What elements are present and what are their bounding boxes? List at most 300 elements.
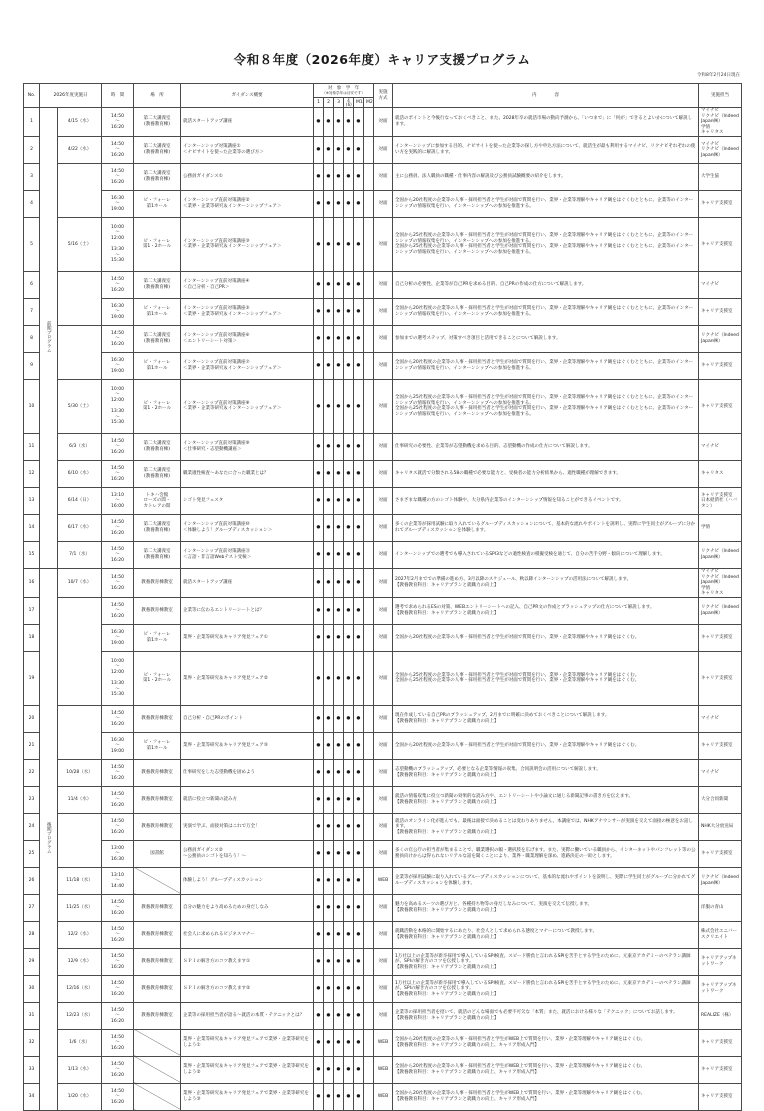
time-cell: 16:30 〜 19:00 — [102, 732, 134, 759]
staff-cell: NHK大分放送局 — [699, 813, 742, 840]
place-cell-empty — [134, 867, 181, 894]
target-mark — [364, 867, 374, 894]
method-cell: 対面 — [374, 136, 393, 163]
target-mark — [364, 514, 374, 541]
header-grade-1: 1 — [314, 98, 324, 108]
method-cell: 対面 — [374, 975, 393, 1002]
time-cell: 14:50 〜 16:20 — [102, 136, 134, 163]
row-number: 6 — [24, 271, 40, 298]
target-mark: ● — [334, 948, 344, 975]
target-mark: ● — [334, 867, 344, 894]
table-row — [24, 108, 742, 137]
target-mark — [364, 1083, 374, 1110]
table-row — [24, 651, 742, 705]
target-mark: ● — [344, 379, 354, 433]
table-row — [24, 352, 742, 379]
row-number: 19 — [24, 651, 40, 705]
row-number: 33 — [24, 1056, 40, 1083]
content-cell: 仕事研究の必要性、企業等が志望動機を求める目的、志望動機の作成の仕方について解説します。 — [393, 433, 699, 460]
guidance-title: 職業適性検査〜あなたに合った職業とは？ — [181, 460, 314, 487]
target-mark: ● — [314, 840, 324, 867]
method-cell: 対面 — [374, 813, 393, 840]
method-cell: 対面 — [374, 433, 393, 460]
target-mark: ● — [344, 867, 354, 894]
target-mark: ● — [334, 921, 344, 948]
target-mark: ● — [324, 705, 334, 732]
target-mark: ● — [344, 541, 354, 568]
content-cell: 2027年2月まででの準備の進め方、3月以降のスケジュール、秋以降インターンシップの活用法について解説します。 【教養教育科目：キャリアプランと就職力の向上】 — [393, 568, 699, 597]
target-mark — [364, 433, 374, 460]
guidance-title: 体験しよう！グループディスカッション — [181, 867, 314, 894]
target-mark: ● — [354, 840, 364, 867]
target-mark: ● — [354, 271, 364, 298]
target-mark: ● — [314, 325, 324, 352]
content-cell: 現在作成している自己PRのブラッシュアップ、2月までに明確に決めておくべきことについて解説します。 【教養教育科目：キャリアプランと就職力の向上】 — [393, 705, 699, 732]
target-mark: ● — [354, 487, 364, 514]
target-mark: ● — [324, 921, 334, 948]
target-mark: ● — [334, 514, 344, 541]
staff-cell: 大分合同新聞 — [699, 786, 742, 813]
table-row — [24, 597, 742, 624]
header-time: 時 間 — [102, 84, 134, 108]
target-mark: ● — [334, 136, 344, 163]
staff-cell: リクナビ（Indeed Japan㈱） — [699, 325, 742, 352]
target-mark: ● — [354, 217, 364, 271]
guidance-title: 業界・企業等研究＆キャリア発見フェアで業界・企業等研究をしよう③ — [181, 1083, 314, 1110]
target-mark: ● — [344, 597, 354, 624]
method-cell: 対面 — [374, 298, 393, 325]
target-mark: ● — [314, 271, 324, 298]
content-cell: さまざまな職種の方のシゴト体験や、大分県内企業等のインターンシップ情報を知ることができるイベントです。 — [393, 487, 699, 514]
content-cell: 企業等が採用試験に取り入れているグループディスカッションについて、基本的な流れやポイントを説明し、実際に学生同士がグループに分かれてグループディスカッションを体験します。 — [393, 867, 699, 894]
content-cell: インターンシップに参加する目的、ナビサイトを使った企業等の探し方や申込方法について、就活生が最も利用するマイナビ、リクナビそれぞれの使い方を実践的に解説します。 — [393, 136, 699, 163]
staff-cell: リクナビ（Indeed Japan㈱） — [699, 867, 742, 894]
method-cell: WEB — [374, 867, 393, 894]
place-cell: ピ・フォーレ 第1ホール — [134, 190, 181, 217]
header-staff: 実施担当 — [699, 84, 742, 108]
target-mark: ● — [324, 624, 334, 651]
place-cell: 教養教育棟教室 — [134, 1002, 181, 1029]
guidance-title: インターンシップ直前対策講座⑤ ＜業界・企業等研究＆インターンシップフェア＞ — [181, 298, 314, 325]
method-cell: 対面 — [374, 786, 393, 813]
header-target-note: （※対象学年は目安です） — [322, 90, 365, 95]
target-mark: ● — [334, 541, 344, 568]
content-cell: 参加までの選考ステップ、対策すべき項目と活用できることについて解説します。 — [393, 325, 699, 352]
date-cell — [58, 325, 102, 379]
method-cell: 対面 — [374, 487, 393, 514]
time-cell: 16:30 〜 19:00 — [102, 624, 134, 651]
time-cell: 14:50 〜 16:20 — [102, 1029, 134, 1056]
row-number: 17 — [24, 597, 40, 624]
target-mark: ● — [324, 867, 334, 894]
target-mark — [364, 460, 374, 487]
target-mark — [364, 325, 374, 352]
staff-cell: キャリアアップネットワーク — [699, 948, 742, 975]
guidance-title: ＳＰＩの解き方のコツ教えます② — [181, 975, 314, 1002]
guidance-title: インターンシップ直前対策講座⑦ ＜業界・企業等研究＆インターンシップフェア＞ — [181, 352, 314, 379]
time-cell: 14:50 〜 16:20 — [102, 786, 134, 813]
target-mark — [364, 759, 374, 786]
target-mark: ● — [324, 732, 334, 759]
target-mark: ● — [324, 379, 334, 433]
row-number: 13 — [24, 487, 40, 514]
staff-cell: キャリタス — [699, 460, 742, 487]
target-mark — [364, 1002, 374, 1029]
time-cell: 14:50 〜 16:20 — [102, 813, 134, 840]
target-mark — [364, 948, 374, 975]
date-cell: 11/4（水） — [58, 786, 102, 813]
staff-cell: 学情 — [699, 514, 742, 541]
target-mark: ● — [324, 163, 334, 190]
target-mark: ● — [324, 597, 334, 624]
place-cell: 教養教育棟教室 — [134, 894, 181, 921]
header-grade-4: 4 (6) — [344, 98, 354, 108]
target-mark: ● — [314, 786, 324, 813]
place-cell: ピ・フォーレ 第1・2ホール — [134, 651, 181, 705]
guidance-title: 業界・企業等研究＆キャリア発見フェア③ — [181, 732, 314, 759]
time-cell: 13:10 〜 14:40 — [102, 867, 134, 894]
time-cell: 14:50 〜 16:20 — [102, 108, 134, 137]
place-cell: 教養教育棟教室 — [134, 597, 181, 624]
target-mark — [364, 651, 374, 705]
target-mark: ● — [314, 541, 324, 568]
method-cell: 対面 — [374, 624, 393, 651]
content-cell: キャリタス就活で分類される58の職種で必要な能力と、受検者の能力分析結果から、適性職種が理解できます。 — [393, 460, 699, 487]
target-mark — [364, 786, 374, 813]
place-cell: 第二大講義室 (教養教育棟) — [134, 108, 181, 137]
target-mark: ● — [344, 163, 354, 190]
target-mark: ● — [314, 948, 324, 975]
staff-cell: キャリア支援室 日本経済社（ハバタン） — [699, 487, 742, 514]
time-cell: 14:50 〜 16:20 — [102, 948, 134, 975]
target-mark: ● — [344, 460, 354, 487]
target-mark: ● — [314, 433, 324, 460]
target-mark — [364, 597, 374, 624]
row-number: 20 — [24, 705, 40, 732]
target-mark: ● — [314, 921, 324, 948]
table-row — [24, 840, 742, 867]
row-number: 7 — [24, 298, 40, 325]
table-row — [24, 705, 742, 732]
target-mark: ● — [334, 568, 344, 597]
target-mark: ● — [324, 108, 334, 137]
target-mark: ● — [324, 894, 334, 921]
method-cell: 対面 — [374, 948, 393, 975]
table-row — [24, 433, 742, 460]
header-place: 場 所 — [134, 84, 181, 108]
date-cell: 1/6（水） — [58, 1029, 102, 1056]
header-date: 2026年度実施日 — [40, 84, 102, 108]
target-mark — [364, 840, 374, 867]
method-cell: WEB — [374, 1029, 393, 1056]
target-mark: ● — [314, 1083, 324, 1110]
row-number: 25 — [24, 840, 40, 867]
table-row — [24, 1083, 742, 1110]
period-label-text: 後期プログラム — [46, 822, 52, 854]
target-mark: ● — [344, 894, 354, 921]
staff-cell: マイナビ — [699, 433, 742, 460]
place-cell: 第二大講義室 (教養教育棟) — [134, 514, 181, 541]
target-mark: ● — [314, 624, 324, 651]
table-row — [24, 325, 742, 352]
target-mark: ● — [354, 597, 364, 624]
target-mark — [364, 298, 374, 325]
target-mark: ● — [314, 1056, 324, 1083]
target-mark: ● — [344, 298, 354, 325]
place-cell: 第二大講義室 (教養教育棟) — [134, 163, 181, 190]
guidance-title: 自己分析・自己PRのポイント — [181, 705, 314, 732]
method-cell: WEB — [374, 1056, 393, 1083]
target-mark: ● — [324, 352, 334, 379]
table-row — [24, 136, 742, 163]
row-number: 32 — [24, 1029, 40, 1056]
content-cell: 全国から20社程度の企業等の人事・採用担当者と学生が対面で質問を行い、業界・企業等理解やキャリア観をはぐくむとともに、企業等のインターンシップの情報収集を行い、インターンシップへの参加を推進する。 — [393, 352, 699, 379]
table-row — [24, 948, 742, 975]
table-row — [24, 298, 742, 325]
date-cell: 6/10（水） — [58, 460, 102, 487]
target-mark: ● — [324, 190, 334, 217]
target-mark: ● — [324, 948, 334, 975]
content-cell: 志望動機のブラッシュアップ、必要となる企業等情報の収集、合同説明会の活用について解説します。 【教養教育科目：キャリアプランと就職力の向上】 — [393, 759, 699, 786]
time-cell: 13:00 〜 16:30 — [102, 840, 134, 867]
table-row — [24, 1002, 742, 1029]
place-cell: 教養教育棟教室 — [134, 568, 181, 597]
target-mark — [364, 190, 374, 217]
target-mark: ● — [314, 298, 324, 325]
table-row — [24, 217, 742, 271]
target-mark: ● — [314, 867, 324, 894]
method-cell: 対面 — [374, 460, 393, 487]
header-content: 内 容 — [393, 84, 699, 108]
target-mark: ● — [334, 108, 344, 137]
guidance-title: 就活スタートアップ講座 — [181, 108, 314, 137]
row-number: 30 — [24, 975, 40, 1002]
target-mark: ● — [334, 352, 344, 379]
time-cell: 16:30 〜 19:00 — [102, 298, 134, 325]
date-cell — [58, 813, 102, 867]
target-mark — [364, 487, 374, 514]
target-mark: ● — [314, 759, 324, 786]
target-mark: ● — [344, 624, 354, 651]
target-mark: ● — [314, 651, 324, 705]
date-cell: 10/7（水） — [58, 568, 102, 597]
target-mark: ● — [344, 948, 354, 975]
guidance-title: 公務員ガイダンス② 〜公務員のシゴトを知ろう！〜 — [181, 840, 314, 867]
target-mark — [364, 975, 374, 1002]
method-cell: 対面 — [374, 190, 393, 217]
row-number: 34 — [24, 1083, 40, 1110]
page-title: 令和８年度（2026年度）キャリア支援プログラム — [233, 52, 531, 67]
time-cell: 16:30 〜 19:00 — [102, 352, 134, 379]
guidance-title: 業界・企業等研究＆キャリア発見フェア① — [181, 624, 314, 651]
table-row — [24, 975, 742, 1002]
time-cell: 14:50 〜 16:20 — [102, 541, 134, 568]
date-cell: 10/28（水） — [58, 759, 102, 786]
date-cell: 12/9（水） — [58, 948, 102, 975]
content-cell: 就活のポイントと今後行なっておくべきこと、また、2028年卒の就活市場の動向予測から、「いつまで」に「何が」できるとよいかについて解説します。 — [393, 108, 699, 137]
target-mark: ● — [314, 379, 324, 433]
table-row — [24, 786, 742, 813]
target-mark — [364, 1029, 374, 1056]
time-cell: 13:10 〜 16:00 — [102, 487, 134, 514]
table-row — [24, 568, 742, 597]
target-mark: ● — [334, 298, 344, 325]
target-mark: ● — [334, 487, 344, 514]
row-number: 29 — [24, 948, 40, 975]
method-cell: 対面 — [374, 597, 393, 624]
place-cell-empty — [134, 1056, 181, 1083]
table-row — [24, 921, 742, 948]
target-mark: ● — [314, 813, 324, 840]
content-cell: 主に公務員、法人職員の職種・仕事内容の解説及び公務員試験概要の紹介をします。 — [393, 163, 699, 190]
content-cell: 自己分析の必要性、企業等が自己PRを求める目的、自己PRの作成の仕方について解説します。 — [393, 271, 699, 298]
place-cell-empty — [134, 1083, 181, 1110]
date-cell: 7/1（水） — [58, 541, 102, 568]
target-mark: ● — [314, 732, 324, 759]
time-cell: 14:50 〜 16:20 — [102, 1083, 134, 1110]
target-mark: ● — [344, 975, 354, 1002]
table-row — [24, 732, 742, 759]
target-mark: ● — [324, 541, 334, 568]
method-cell: 対面 — [374, 1002, 393, 1029]
target-mark — [364, 1056, 374, 1083]
target-mark: ● — [344, 651, 354, 705]
header-method: 実施 方式 — [374, 84, 393, 108]
header-grade-3: 3 — [334, 98, 344, 108]
place-cell: 第二大講義室 (教養教育棟) — [134, 271, 181, 298]
staff-cell: マイナビ — [699, 705, 742, 732]
target-mark: ● — [334, 786, 344, 813]
target-mark: ● — [334, 325, 344, 352]
method-cell: 対面 — [374, 705, 393, 732]
header-target-label: 対 象 学 年 — [327, 85, 360, 91]
target-mark: ● — [354, 190, 364, 217]
date-cell: 5/16（土） — [58, 217, 102, 271]
guidance-title: 実演で学ぶ、面接対策はこれで万全！ — [181, 813, 314, 840]
target-mark: ● — [344, 487, 354, 514]
target-mark: ● — [324, 325, 334, 352]
guidance-title: 自分の魅力をより高めるための身だしなみ — [181, 894, 314, 921]
target-mark: ● — [334, 813, 344, 840]
target-mark: ● — [354, 975, 364, 1002]
date-cell — [58, 163, 102, 217]
method-cell: 対面 — [374, 108, 393, 137]
target-mark: ● — [344, 813, 354, 840]
target-mark: ● — [314, 705, 324, 732]
target-mark: ● — [334, 624, 344, 651]
table-row — [24, 163, 742, 190]
target-mark: ● — [314, 1002, 324, 1029]
row-number: 2 — [24, 136, 40, 163]
content-cell: 魅力を高めるスーツの選び方と、各種持ち物等の身だしなみについて、実演を交えて伝授します。 【教養教育科目：キャリアプランと就職力の向上】 — [393, 894, 699, 921]
table-row — [24, 514, 742, 541]
time-cell: 14:50 〜 16:20 — [102, 325, 134, 352]
target-mark: ● — [354, 1029, 364, 1056]
staff-cell: キャリア支援室 — [699, 190, 742, 217]
target-mark: ● — [354, 325, 364, 352]
target-mark — [364, 732, 374, 759]
target-mark — [364, 108, 374, 137]
guidance-title: 業界・企業等研究＆キャリア発見フェア② — [181, 651, 314, 705]
target-mark: ● — [344, 1002, 354, 1029]
staff-cell: キャリア支援室 — [699, 1056, 742, 1083]
content-cell: 就活のオンライン化が進んでも、最後は面接で決めることは変わりありません。本講座では、NHKアナウンサーが実演を交えて面接の極意をお話します。 【教養教育科目：キャリアプランと就職力の向上】 — [393, 813, 699, 840]
target-mark: ● — [334, 163, 344, 190]
target-mark: ● — [344, 786, 354, 813]
time-cell: 14:50 〜 16:20 — [102, 759, 134, 786]
target-mark: ● — [334, 217, 344, 271]
time-cell: 14:50 〜 16:20 — [102, 975, 134, 1002]
content-cell: 全国から25社程度の企業等の人事・採用担当者と学生が対面で質問を行い、業界・企業等理解やキャリア観をはぐくむ。 全国から25社程度の企業等の人事・採用担当者と学生が対面で質問を行い、業界・企業等理解やキャリア観をはぐくむ。 — [393, 651, 699, 705]
table-row — [24, 190, 742, 217]
date-cell — [58, 597, 102, 705]
place-cell: ピ・フォーレ 第1ホール — [134, 624, 181, 651]
content-cell: 就職活動を本格的に開始するにあたり、社会人として求められる態度とマナーについて教授します。 【教養教育科目：キャリアプランと就職力の向上】 — [393, 921, 699, 948]
guidance-title: シゴト発見フェスタ — [181, 487, 314, 514]
target-mark: ● — [344, 514, 354, 541]
target-mark — [364, 352, 374, 379]
target-mark: ● — [334, 651, 344, 705]
row-number: 12 — [24, 460, 40, 487]
content-cell: 全国から20社程度の企業等の人事・採用担当者と学生が対面で質問を行い、業界・企業等理解やキャリア観をはぐくむとともに、企業等のインターンシップの情報収集を行い、インターンシップへの参加を推進する。 — [393, 190, 699, 217]
content-cell: 企業等の採用担当者を招いて、就活のどんな場面でも必要不可欠な「本質」また、就活における様々な「テクニック」についてお話します。 【教養教育科目：キャリアプランと就職力の向上】 — [393, 1002, 699, 1029]
time-cell: 14:50 〜 16:20 — [102, 163, 134, 190]
content-cell: 就活の情報収集に役立つ新聞の効果的な読み方や、エントリーシートや小論文に通じる新聞記事の書き方を伝えます。 【教養教育科目：キャリアプランと就職力の向上】 — [393, 786, 699, 813]
table-row — [24, 813, 742, 840]
target-mark: ● — [314, 514, 324, 541]
row-number: 24 — [24, 813, 40, 840]
target-mark: ● — [354, 651, 364, 705]
row-number: 15 — [24, 541, 40, 568]
target-mark: ● — [324, 217, 334, 271]
target-mark: ● — [354, 759, 364, 786]
place-cell: 教養教育棟教室 — [134, 921, 181, 948]
place-cell: 教養教育棟教室 — [134, 786, 181, 813]
target-mark — [364, 813, 374, 840]
staff-cell: マイナビ リクナビ（Indeed Japan㈱） 学情 キャリタス — [699, 108, 742, 137]
target-mark — [364, 624, 374, 651]
content-cell: 全国から20社程度の企業等の人事・採用担当者と学生が対面で質問を行い、業界・企業等理解やキャリア観をはぐくむ。 — [393, 732, 699, 759]
staff-cell: リクナビ（Indeed Japan㈱） — [699, 597, 742, 624]
date-cell: 6/17（水） — [58, 514, 102, 541]
target-mark: ● — [354, 163, 364, 190]
place-cell: 第二大講義室 (教養教育棟) — [134, 136, 181, 163]
date-cell: 1/20（水） — [58, 1083, 102, 1110]
time-cell: 10:00 〜 12:00 13:30 〜 15:30 — [102, 651, 134, 705]
staff-cell: マイナビ — [699, 271, 742, 298]
place-cell: ピ・フォーレ 第1ホール — [134, 352, 181, 379]
date-cell: 12/16（水） — [58, 975, 102, 1002]
table-row — [24, 487, 742, 514]
row-number: 10 — [24, 379, 40, 433]
target-mark — [364, 541, 374, 568]
target-mark: ● — [354, 948, 364, 975]
content-cell: 1万社以上の企業等が新卒採用で導入しているSPI検査。スピード勝負と言われるSPIを苦手とする学生のために、元東京アカデミーのベテラン講師が、SPIの解き方のコツを伝授します。 【教養教育科目：キャリアプランと就職力の向上】 — [393, 948, 699, 975]
method-cell: 対面 — [374, 163, 393, 190]
target-mark: ● — [314, 136, 324, 163]
guidance-title: 企業等に伝わるエントリーシートとは？ — [181, 597, 314, 624]
target-mark: ● — [314, 163, 324, 190]
staff-cell: リクナビ（Indeed Japan㈱） — [699, 541, 742, 568]
target-mark: ● — [354, 732, 364, 759]
place-cell-empty — [134, 1029, 181, 1056]
guidance-title: 就活スタートアップ講座 — [181, 568, 314, 597]
target-mark: ● — [324, 1002, 334, 1029]
staff-cell: マイナビ リクナビ（Indeed Japan㈱） — [699, 136, 742, 163]
guidance-title: インターンシップ直前対策講座⑩ ＜体験しよう！グループディスカッション＞ — [181, 514, 314, 541]
date-cell: 12/2（水） — [58, 921, 102, 948]
place-cell: 教養教育棟教室 — [134, 975, 181, 1002]
